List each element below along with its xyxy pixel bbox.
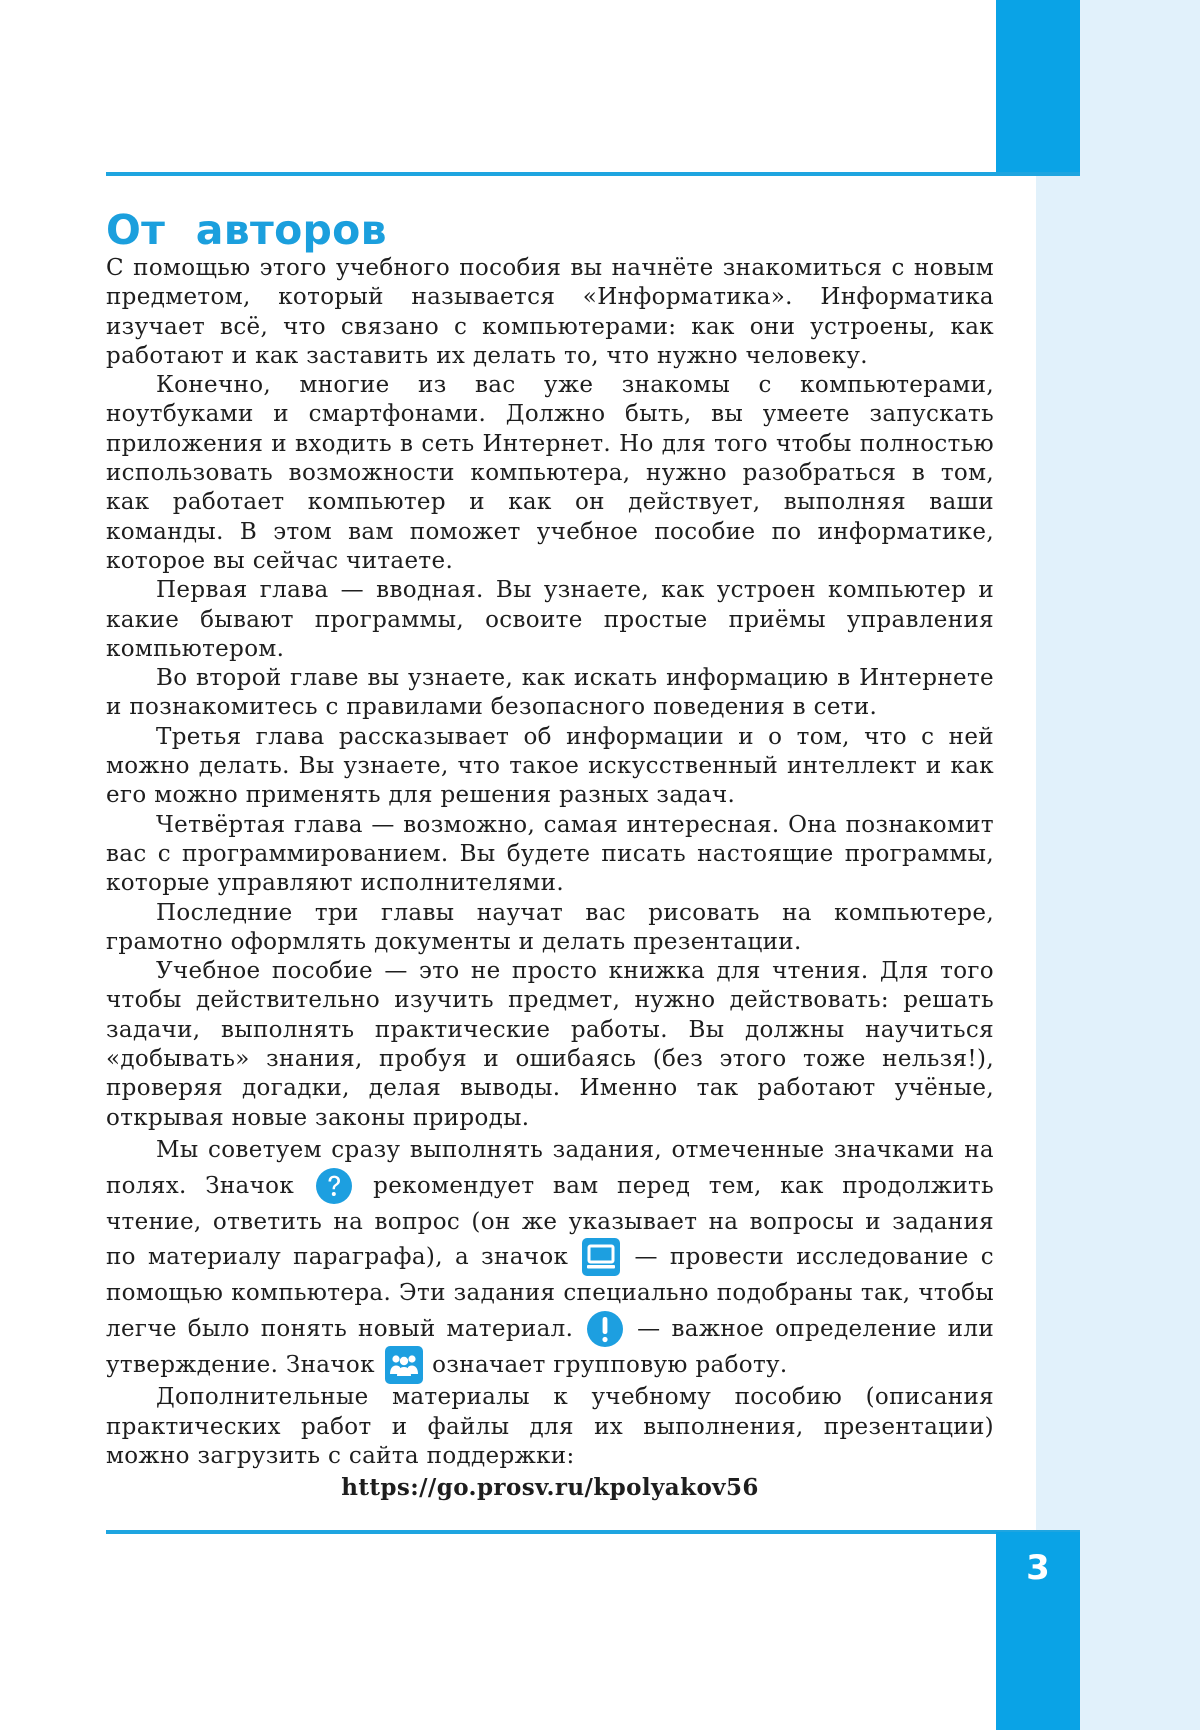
- page-title: От авторов: [106, 206, 387, 254]
- support-site-link[interactable]: https://go.prosv.ru/kpolyakov56: [341, 1474, 759, 1502]
- paragraph: Последние три главы научат вас рисовать на компьютере, грамотно оформлять документы и делать презентации.: [106, 899, 994, 955]
- paragraph-fragment: Мы советуем сразу выполнять задания, отмеченные значками на полях. Значок: [106, 1136, 994, 1199]
- top-divider: [106, 172, 1080, 176]
- paragraph-fragment: — важное определение или утверждение. Значок: [106, 1315, 994, 1378]
- body-text: [106, 254, 994, 1503]
- top-color-tab: [996, 0, 1080, 176]
- paragraph: С помощью этого учебного пособия вы начнёте знакомиться с новым предметом, который называется «Информатика». Информатика изучает всё, что связано с компьютерами: как они устроены, как работают и как заставить их делать то, что нужно человеку.: [106, 255, 994, 369]
- paragraph: Дополнительные материалы к учебному пособию (описания практических работ и файлы для их выполнения, презентации) можно загрузить с сайта поддержки:: [106, 1384, 994, 1470]
- paragraph-fragment: рекомендует вам перед тем, как продолжить чтение, ответить на вопрос (он же указывает на вопросы и задания по материалу параграфа), а значок: [106, 1172, 994, 1271]
- paragraph-fragment: означает групповую работу.: [432, 1351, 788, 1378]
- page-number: 3: [1026, 1548, 1050, 1588]
- question-icon: [315, 1167, 353, 1205]
- paragraph: Конечно, многие из вас уже знакомы с компьютерами, ноутбуками и смартфонами. Должно быть, вы умеете запускать приложения и входить в сеть Интернет. Но для того чтобы полностью использовать возможности компьютера, нужно разобраться в том, как работает компьютер и как он действует, выполняя ваши команды. В этом вам поможет учебное пособие по информатике, которое вы сейчас читаете.: [106, 372, 994, 574]
- computer-icon: [582, 1238, 620, 1276]
- icons-paragraph: [106, 1133, 994, 1384]
- paragraph: Четвёртая глава — возможно, самая интересная. Она познакомит вас с программированием. Вы будете писать настоящие программы, которые управляют исполнителями.: [106, 811, 994, 897]
- margin-panel: [1036, 0, 1200, 1730]
- exclamation-icon: [586, 1310, 624, 1348]
- paragraph: Третья глава рассказывает об информации и о том, что с ней можно делать. Вы узнаете, что такое искусственный интеллект и как его можно применять для решения разных задач.: [106, 723, 994, 809]
- paragraph-fragment: — провести исследование с помощью компьютера. Эти задания специально подобраны так, чтобы легче было понять новый материал.: [106, 1244, 994, 1342]
- bottom-divider: [106, 1530, 1080, 1534]
- group-work-icon: [385, 1346, 423, 1384]
- paragraph: Первая глава — вводная. Вы узнаете, как устроен компьютер и какие бывают программы, освоите простые приёмы управления компьютером.: [106, 577, 994, 662]
- paragraph: Во второй главе вы узнаете, как искать информацию в Интернете и познакомитесь с правилами безопасного поведения в сети.: [106, 665, 994, 721]
- paragraph: Учебное пособие — это не просто книжка для чтения. Для того чтобы действительно изучить предмет, нужно действовать: решать задачи, выполнять практические работы. Вы должны научиться «добывать» знания, пробуя и ошибаясь (без этого тоже нельзя!), проверяя догадки, делая выводы. Именно так работают учёные, открывая новые законы природы.: [106, 958, 994, 1131]
